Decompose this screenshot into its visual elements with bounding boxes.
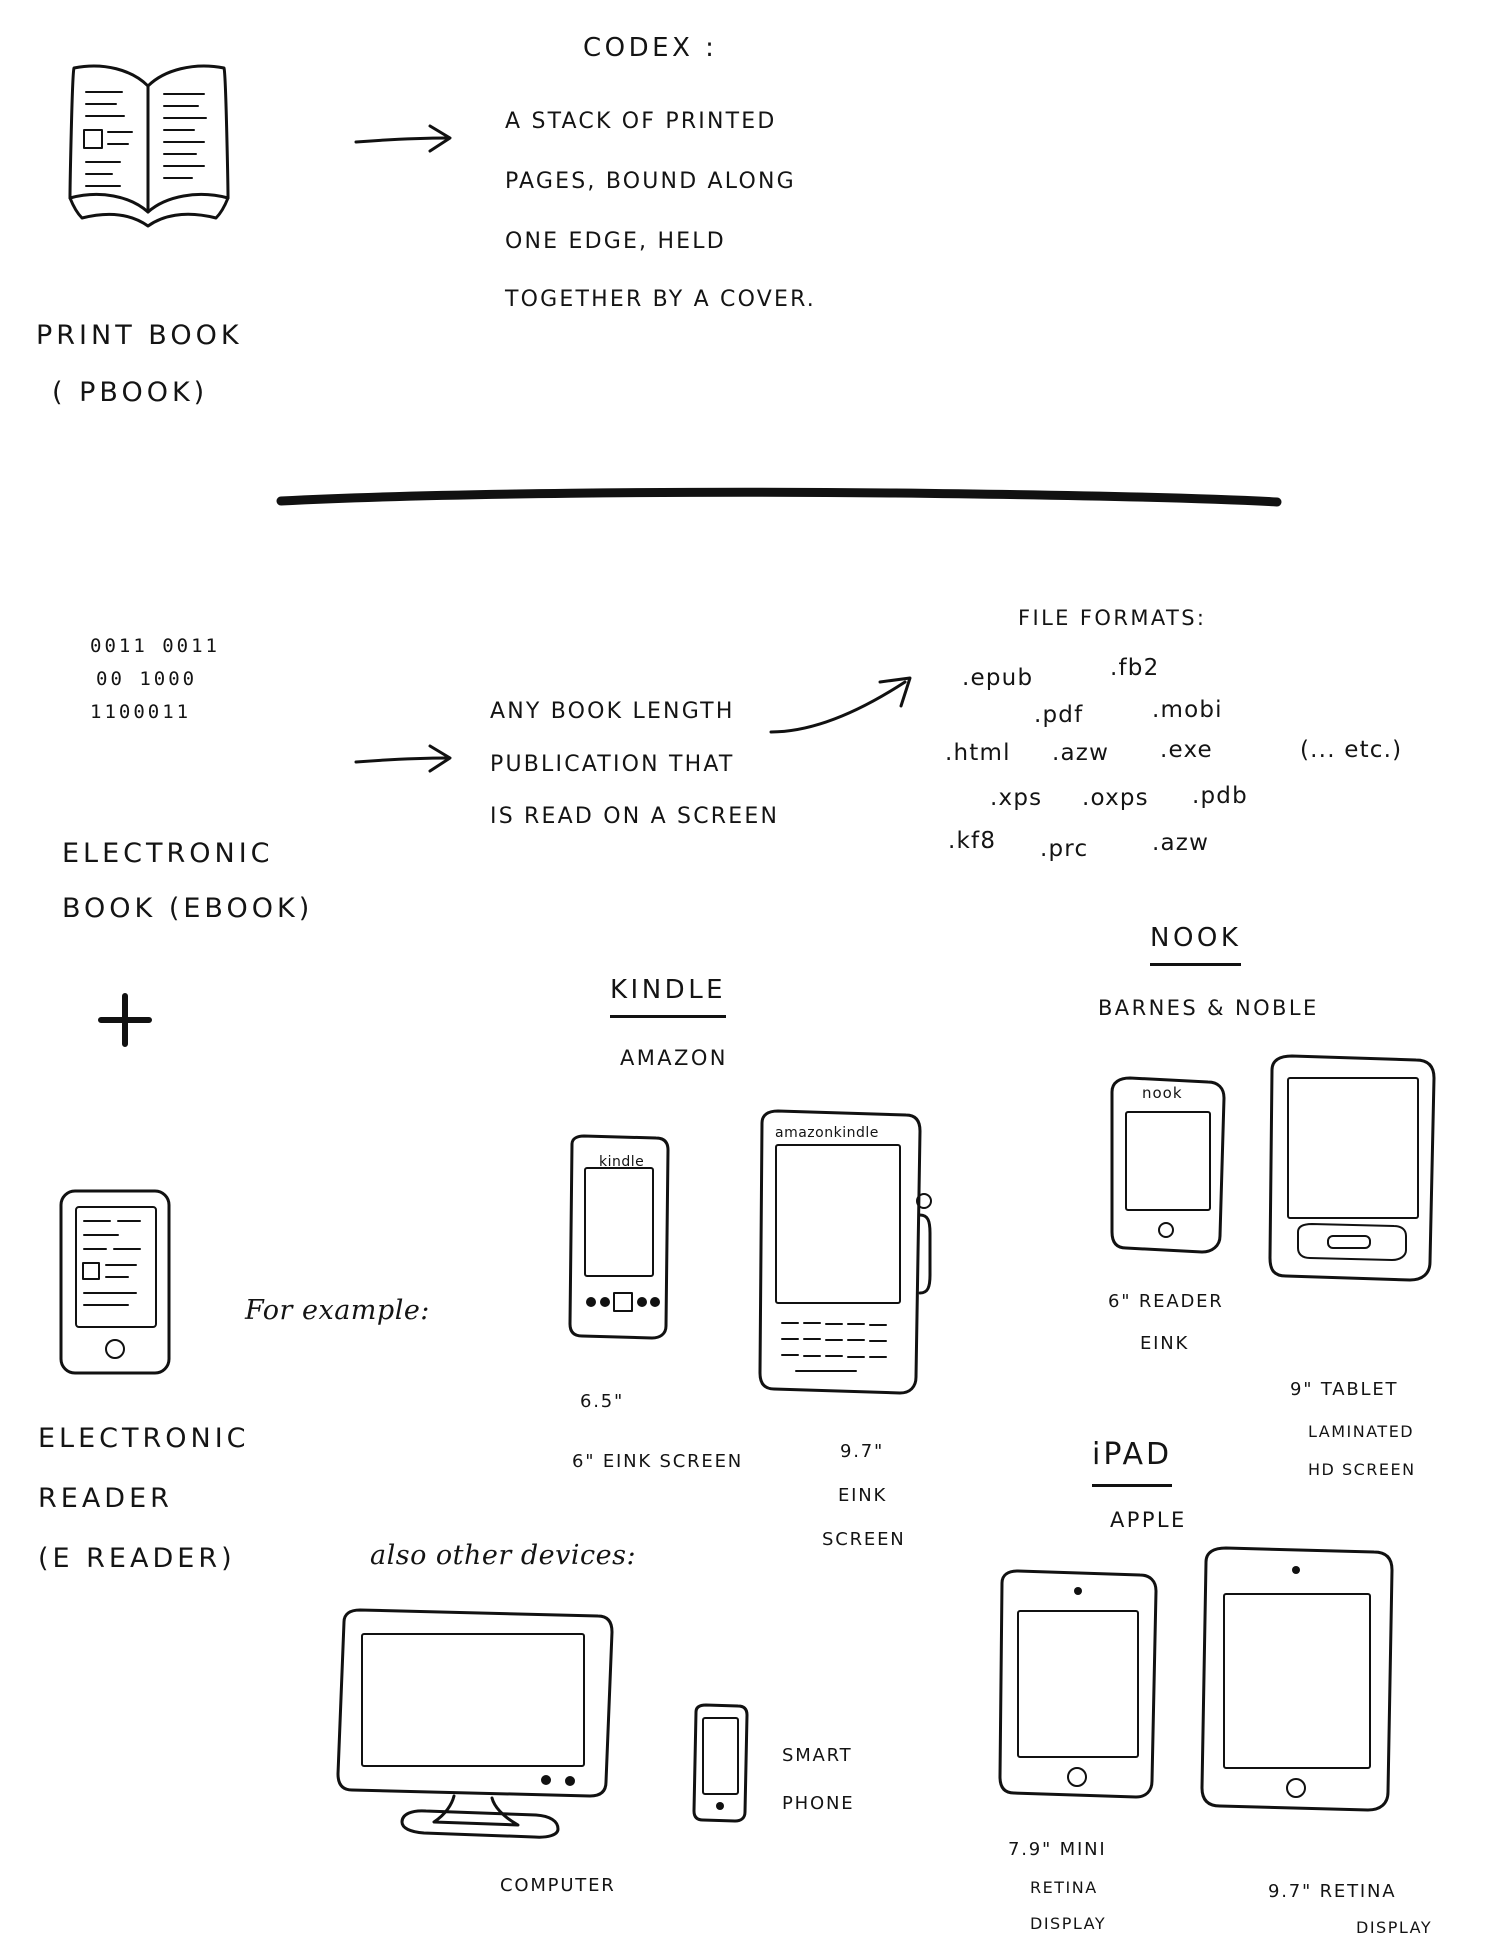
- kindle-keyboard-caption-1: 9.7": [840, 1441, 885, 1462]
- ipad-brand-text: iPAD: [1092, 1432, 1172, 1487]
- ipad-maker: APPLE: [1110, 1508, 1187, 1532]
- print-book-label-line2: ( PBOOK): [52, 377, 209, 408]
- binary-line-2: 00 1000: [96, 668, 198, 690]
- kindle-keyboard-device: [748, 1105, 938, 1405]
- codex-definition-line-1: A STACK OF PRINTED: [505, 109, 777, 134]
- for-example-label: For example:: [245, 1295, 430, 1326]
- format-prc: .prc: [1040, 836, 1089, 862]
- nook-brand-text: NOOK: [1150, 918, 1241, 966]
- format-pdf: .pdf: [1034, 702, 1084, 728]
- smartphone-caption-1: SMART: [782, 1745, 853, 1766]
- nook-brand: [1150, 918, 1241, 966]
- horizontal-divider: [275, 485, 1285, 515]
- kindle-small-caption: 6" EINK SCREEN: [572, 1451, 744, 1472]
- format-kf8: .kf8: [948, 828, 997, 854]
- nook-tablet-caption-1: 9" TABLET: [1290, 1379, 1399, 1400]
- plus-sign-icon: [95, 990, 155, 1050]
- nook-reader-caption-2: EINK: [1140, 1333, 1190, 1354]
- arrow-right-icon-1: [352, 120, 462, 160]
- nook-tablet-caption-2: LAMINATED: [1308, 1422, 1415, 1441]
- codex-definition-line-3: ONE EDGE, HELD: [505, 229, 726, 254]
- format-azw-2: .azw: [1152, 830, 1210, 856]
- smartphone-caption-2: PHONE: [782, 1793, 855, 1814]
- format-epub: .epub: [962, 665, 1034, 691]
- ipad-mini-caption-3: DISPLAY: [1030, 1914, 1107, 1933]
- format-exe: .exe: [1160, 737, 1213, 763]
- kindle-brand: [610, 970, 726, 1018]
- ipad-mini-device: [990, 1565, 1170, 1815]
- format-fb2: .fb2: [1110, 655, 1160, 681]
- format-pdb: .pdb: [1192, 783, 1248, 809]
- format-html: .html: [945, 740, 1011, 766]
- codex-definition-line-2: PAGES, BOUND ALONG: [505, 169, 796, 194]
- nook-reader-caption-1: 6" READER: [1108, 1291, 1224, 1312]
- ebook-definition-line-2: PUBLICATION THAT: [490, 752, 735, 777]
- kindle-small-size: 6.5": [580, 1391, 625, 1412]
- computer-caption: COMPUTER: [500, 1875, 616, 1896]
- nook-maker: BARNES & NOBLE: [1098, 996, 1319, 1020]
- binary-line-3: 1100011: [90, 701, 192, 723]
- kindle-keyboard-caption-2: EINK: [838, 1485, 888, 1506]
- ebook-label-line1: ELECTRONIC: [62, 838, 274, 869]
- file-formats-title: FILE FORMATS:: [1018, 606, 1207, 630]
- kindle-maker: AMAZON: [620, 1046, 728, 1070]
- kindle-keyboard-screen-badge: amazonkindle: [775, 1125, 879, 1141]
- curved-arrow-icon: [765, 660, 935, 750]
- kindle-small-screen-badge: kindle: [599, 1154, 645, 1170]
- format-xps: .xps: [990, 785, 1043, 811]
- smartphone-device: [686, 1700, 756, 1830]
- open-book-icon: [30, 50, 270, 230]
- ereader-label-line1: ELECTRONIC: [38, 1423, 250, 1454]
- format-oxps: .oxps: [1082, 785, 1149, 811]
- ebook-definition-line-1: ANY BOOK LENGTH: [490, 699, 735, 724]
- kindle-keyboard-caption-3: SCREEN: [822, 1529, 906, 1550]
- also-other-devices-label: also other devices:: [370, 1540, 637, 1571]
- ebook-label-line2: BOOK (EBOOK): [62, 893, 314, 924]
- format-mobi: .mobi: [1152, 697, 1223, 723]
- ipad-mini-caption-2: RETINA: [1030, 1878, 1098, 1897]
- arrow-right-icon-2: [352, 740, 462, 780]
- ipad-mini-caption-1: 7.9" MINI: [1008, 1839, 1107, 1860]
- nook-tablet-device: [1258, 1050, 1448, 1300]
- ereader-device-icon: [52, 1185, 182, 1385]
- kindle-brand-text: KINDLE: [610, 970, 726, 1018]
- binary-line-1: 0011 0011: [90, 635, 220, 657]
- ereader-label-line3: (E READER): [38, 1543, 236, 1574]
- format-etc: (... etc.): [1300, 737, 1403, 763]
- ipad-brand: [1092, 1432, 1172, 1487]
- ipad-caption-1: 9.7" RETINA: [1268, 1881, 1397, 1902]
- ipad-caption-2: DISPLAY: [1356, 1918, 1433, 1937]
- nook-reader-screen-badge: nook: [1142, 1084, 1183, 1102]
- ebook-definition-line-3: IS READ ON A SCREEN: [490, 804, 780, 829]
- ipad-device: [1192, 1540, 1407, 1830]
- format-azw: .azw: [1052, 740, 1110, 766]
- codex-definition-line-4: TOGETHER BY A COVER.: [505, 287, 816, 312]
- nook-tablet-caption-3: HD SCREEN: [1308, 1460, 1416, 1479]
- ereader-label-line2: READER: [38, 1483, 173, 1514]
- computer-device: [330, 1600, 630, 1840]
- codex-title: CODEX :: [583, 33, 718, 63]
- print-book-label-line1: PRINT BOOK: [36, 320, 243, 351]
